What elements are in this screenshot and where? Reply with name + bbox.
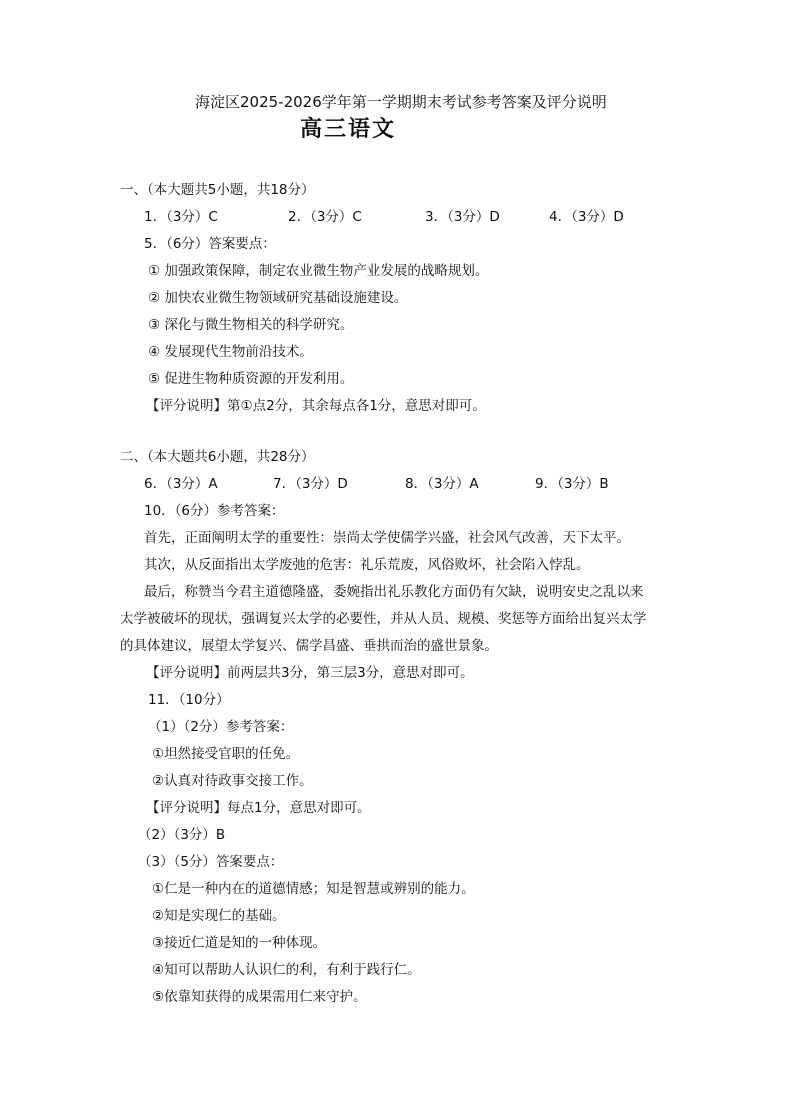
q10-line: 太学被破坏的现状，强调复兴太学的必要性，并从人员、规模、奖惩等方面给出复兴太学: [120, 611, 647, 627]
subject-title: 高三语文: [300, 117, 397, 142]
answer-q4: 4．（3分）D: [549, 209, 624, 225]
answer-q8: 8．（3分）A: [405, 476, 479, 492]
q11-1-point: ②认真对待政事交接工作。: [152, 773, 313, 789]
section-2-heading: 二、（本大题共6小题，共28分）: [120, 449, 315, 465]
q11-1-label: （1）（2分）参考答案：: [148, 719, 294, 735]
answer-q1: 1．（3分）C: [144, 209, 218, 225]
q5-label: 5．（6分）答案要点：: [144, 236, 276, 252]
answer-q9: 9．（3分）B: [535, 476, 609, 492]
q11-3-label: （3）（5分）答案要点：: [138, 854, 284, 870]
q11-3-point: ③接近仁道是知的一种体现。: [152, 935, 327, 951]
q11-3-point: ①仁是一种内在的道德情感；知是智慧或辨别的能力。: [152, 881, 475, 897]
q5-point: ③ 深化与微生物相关的科学研究。: [148, 317, 354, 333]
q5-point: ② 加快农业微生物领域研究基础设施建设。: [148, 290, 408, 306]
answer-q2: 2．（3分）C: [288, 209, 362, 225]
q11-1-scoring-note: 【评分说明】每点1分，意思对即可。: [146, 800, 371, 816]
q5-point: ① 加强政策保障，制定农业微生物产业发展的战略规划。: [148, 263, 489, 279]
q5-point: ⑤ 促进生物种质资源的开发利用。: [148, 371, 354, 387]
q11-2-answer: （2）（3分）B: [138, 827, 226, 843]
q10-line: 最后，称赞当今君主道德隆盛，委婉指出礼乐教化方面仍有欠缺，说明安史之乱以来: [144, 584, 644, 600]
q11-1-point: ①坦然接受官职的任免。: [152, 746, 300, 762]
q11-3-point: ②知是实现仁的基础。: [152, 908, 286, 924]
q10-line: 其次，从反面指出太学废弛的危害：礼乐荒废，风俗败坏，社会陷入悖乱。: [144, 557, 590, 573]
q10-line: 的具体建议，展望太学复兴、儒学昌盛、垂拱而治的盛世景象。: [120, 638, 498, 654]
q11-3-point: ④知可以帮助人认识仁的利，有利于践行仁。: [152, 962, 421, 978]
q5-scoring-note: 【评分说明】第①点2分，其余每点各1分，意思对即可。: [146, 398, 486, 414]
q5-point: ④ 发展现代生物前沿技术。: [148, 344, 313, 360]
answer-q6: 6．（3分）A: [144, 476, 218, 492]
q11-3-point: ⑤依靠知获得的成果需用仁来守护。: [152, 989, 367, 1005]
section-1-heading: 一、（本大题共5小题，共18分）: [120, 182, 315, 198]
answer-q3: 3．（3分）D: [425, 209, 500, 225]
q10-label: 10．（6分）参考答案：: [144, 503, 285, 519]
answer-q7: 7．（3分）D: [273, 476, 348, 492]
q11-label: 11．（10分）: [148, 692, 230, 708]
document-title: 海淀区2025-2026学年第一学期期末考试参考答案及评分说明: [195, 93, 607, 111]
q10-line: 首先，正面阐明太学的重要性：崇尚太学使儒学兴盛，社会风气改善，天下太平。: [144, 530, 630, 546]
q10-scoring-note: 【评分说明】前两层共3分，第三层3分，意思对即可。: [146, 665, 474, 681]
